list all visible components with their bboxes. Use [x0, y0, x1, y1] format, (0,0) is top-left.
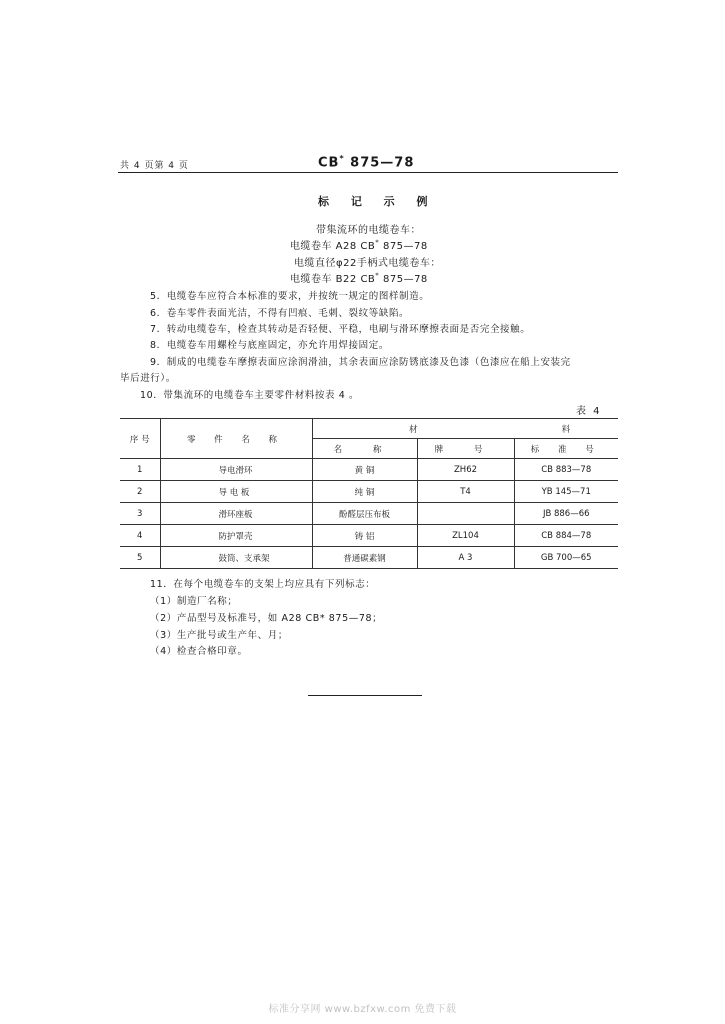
header-standard: 标 准 号	[514, 439, 618, 459]
section-title: 标 记 示 例	[318, 195, 437, 208]
standard-number-header	[318, 154, 414, 170]
header-material-char-2: 料	[561, 424, 571, 435]
header-rule	[118, 172, 618, 173]
cell-grade: ZH62	[417, 459, 514, 481]
example-line-2-tail: 875—78	[382, 274, 428, 285]
cell-part: 防护罩壳	[160, 525, 312, 547]
header-part-name: 零 件 名 称	[160, 419, 312, 459]
cell-standard: GB 700—65	[514, 547, 618, 569]
header-grade: 牌 号	[417, 439, 514, 459]
cell-part: 导电滑环	[160, 459, 312, 481]
cell-standard: YB 145—71	[514, 481, 618, 503]
cell-material-name: 铸 铝	[312, 525, 417, 547]
header-material	[312, 419, 514, 439]
cell-seq: 2	[120, 481, 160, 503]
cell-part: 滑环座板	[160, 503, 312, 525]
example-line-1-sup: *	[375, 238, 380, 247]
example-caption-1: 带集流环的电缆卷车：	[316, 225, 421, 236]
cell-seq: 3	[120, 503, 160, 525]
header-material-char: 材	[408, 424, 418, 435]
cell-material-name: 普通碳素钢	[312, 547, 417, 569]
example-line-2-sup: *	[375, 271, 380, 280]
cell-material-name: 纯 铜	[312, 481, 417, 503]
example-line-1-text: 电缆卷车 A28 CB	[290, 241, 376, 252]
header-seq: 序 号	[120, 419, 160, 459]
cell-standard: JB 886—66	[514, 503, 618, 525]
cell-grade: ZL104	[417, 525, 514, 547]
header-name: 名 称	[312, 439, 417, 459]
example-caption-2: 电缆直径φ22手柄式电缆卷车：	[294, 258, 441, 269]
table-row	[120, 547, 618, 569]
table-row	[120, 503, 618, 525]
cell-standard: CB 883—78	[514, 459, 618, 481]
marking-item-3: （3）生产批号或生产年、月；	[150, 630, 288, 641]
standard-number: 875—78	[350, 155, 415, 171]
marking-item-2: （2）产品型号及标准号，如 A28 CB* 875—78；	[150, 613, 383, 624]
cell-grade: T4	[417, 481, 514, 503]
cell-seq: 4	[120, 525, 160, 547]
example-line-2	[290, 270, 428, 285]
watermark-footer: 标准分享网 www.bzfxw.com 免费下载	[268, 1004, 457, 1015]
cell-part: 导 电 板	[160, 481, 312, 503]
example-line-1-tail: 875—78	[382, 241, 428, 252]
table-label: 表 4	[576, 406, 602, 417]
table-row	[120, 459, 618, 481]
standard-sup: *	[339, 154, 345, 163]
clause-11: 11．在每个电缆卷车的支架上均应具有下列标志：	[150, 579, 376, 590]
table-row	[120, 525, 618, 547]
standard-prefix: CB	[318, 155, 340, 171]
cell-material-name: 黄 铜	[312, 459, 417, 481]
header-material-2	[514, 419, 618, 439]
example-line-2-text: 电缆卷车 B22 CB	[290, 274, 376, 285]
cell-grade	[417, 503, 514, 525]
page-count: 共 4 页第 4 页	[120, 161, 189, 171]
cell-seq: 5	[120, 547, 160, 569]
cell-standard: CB 884—78	[514, 525, 618, 547]
materials-table	[120, 418, 618, 569]
example-line-1	[290, 237, 428, 252]
clause-8: 8．电缆卷车用螺栓与底座固定，亦允许用焊接固定。	[150, 340, 389, 351]
cell-seq: 1	[120, 459, 160, 481]
clause-9: 9．制成的电缆卷车摩擦表面应涂润滑油，其余表面应涂防锈底漆及色漆（色漆应在船上安装完	[150, 357, 571, 368]
end-rule	[308, 695, 422, 696]
cell-material-name: 酚醛层压布板	[312, 503, 417, 525]
clause-7: 7．转动电缆卷车，检查其转动是否轻便、平稳，电刷与滑环摩擦表面是否完全接触。	[150, 324, 531, 335]
clause-9-continued: 毕后进行）。	[120, 373, 176, 384]
marking-item-4: （4）检查合格印章。	[150, 646, 248, 657]
table-row	[120, 481, 618, 503]
marking-item-1: （1）制造厂名称；	[150, 596, 238, 607]
clause-5: 5．电缆卷车应符合本标准的要求，并按统一规定的图样制造。	[150, 291, 430, 302]
clause-6: 6．卷车零件表面光洁，不得有凹痕、毛刺、裂纹等缺陷。	[150, 308, 410, 319]
cell-part: 鼓筒、支承架	[160, 547, 312, 569]
clause-10: 10．带集流环的电缆卷车主要零件材料按表 4 。	[140, 390, 360, 401]
cell-grade: A 3	[417, 547, 514, 569]
